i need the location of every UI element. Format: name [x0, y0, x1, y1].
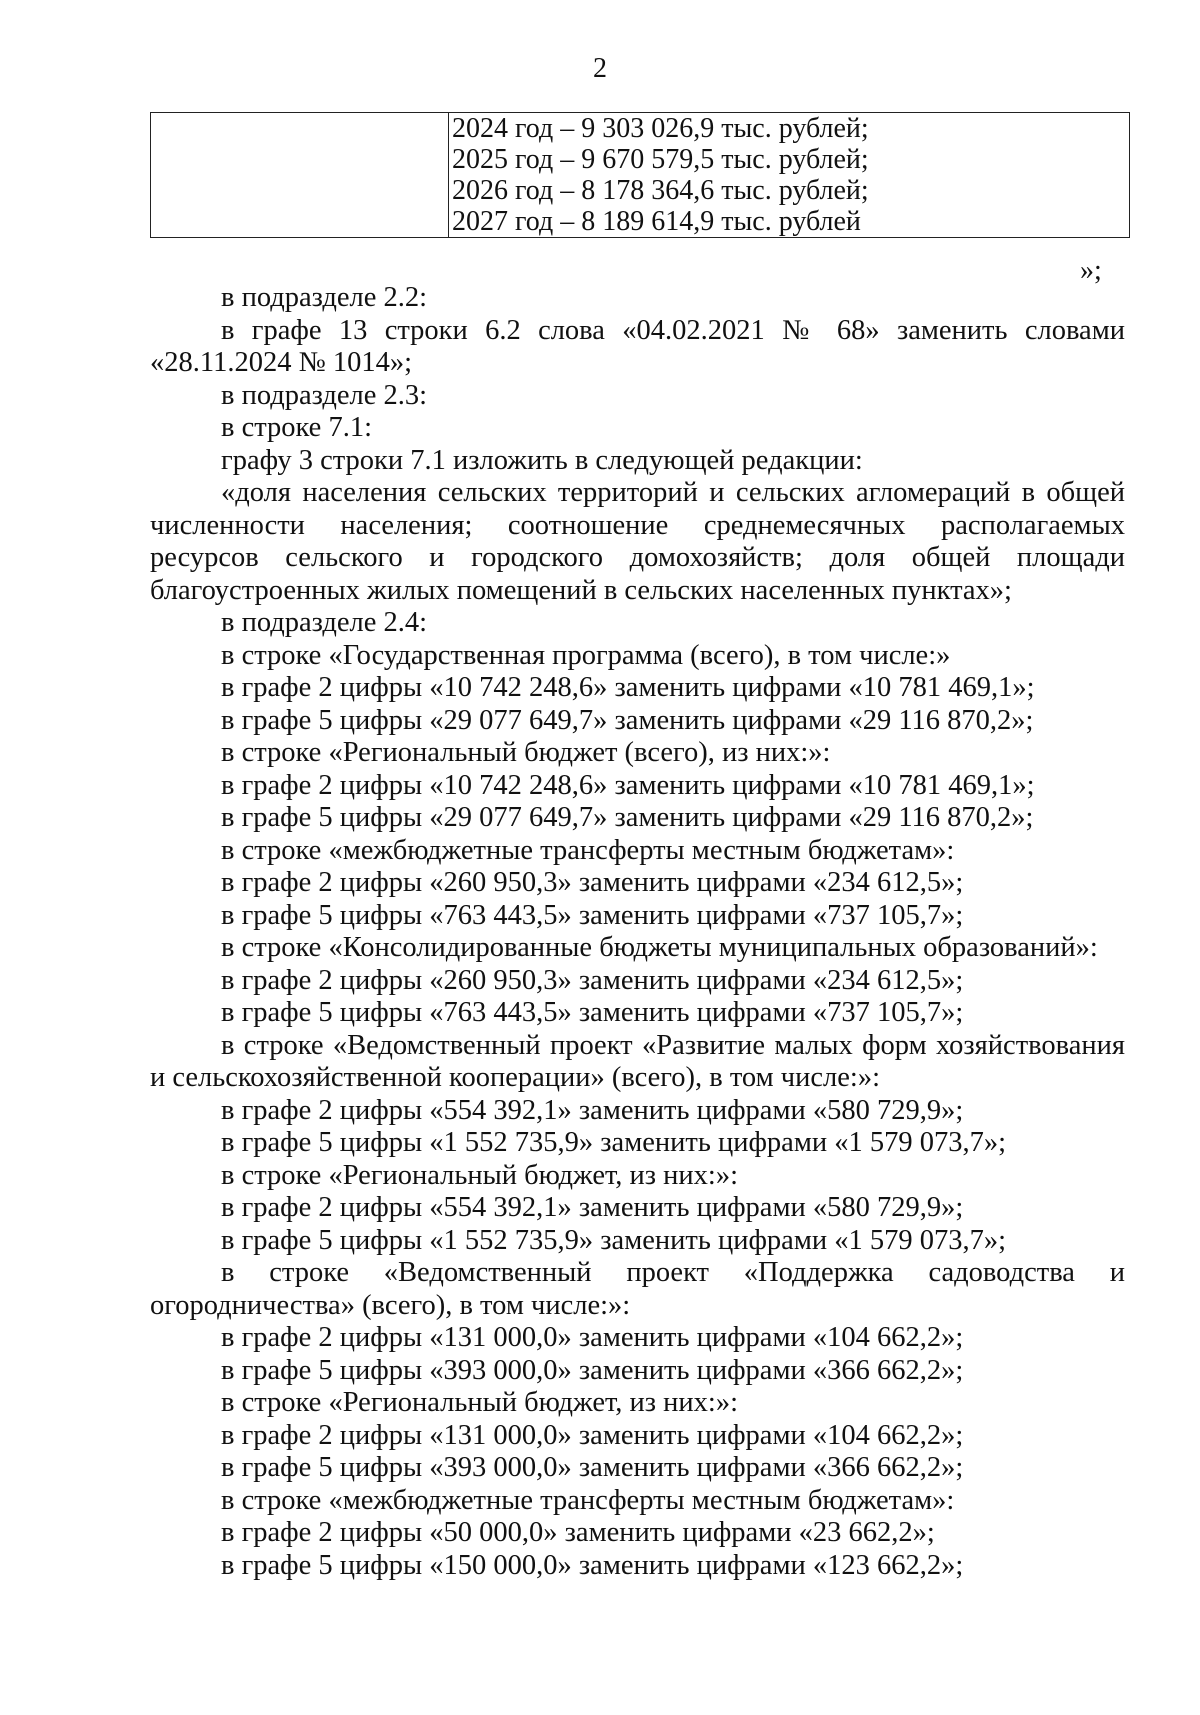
paragraph: в подразделе 2.2:: [221, 282, 428, 313]
year-line-2024: 2024 год – 9 303 026,9 тыс. рублей;: [452, 113, 869, 144]
paragraph: в графе 5 цифры «150 000,0» заменить цифрами «123 662,2»;: [221, 1549, 964, 1581]
funding-table: [150, 112, 1130, 238]
paragraph: в графе 2 цифры «260 950,3» заменить цифрами «234 612,5»;: [221, 964, 964, 996]
paragraph: в подразделе 2.3:: [221, 379, 428, 411]
paragraph: в графе 5 цифры «393 000,0» заменить цифрами «366 662,2»;: [221, 1452, 964, 1483]
table-row: [151, 113, 1130, 238]
closing-quote: »;: [1080, 255, 1102, 286]
paragraph: в графе 2 цифры «554 392,1» заменить цифрами «580 729,9»;: [221, 1192, 964, 1223]
paragraph: в строке «Региональный бюджет, из них:»:: [221, 1159, 739, 1191]
paragraph: в графе 2 цифры «10 742 248,6» заменить цифрами «10 781 469,1»;: [221, 769, 1035, 801]
paragraph: в строке «Ведомственный проект «Развитие малых форм хозяйствования и сельскохозяйственной кооперации» (всего), в том числе:»:: [150, 1029, 1125, 1093]
paragraph: в графе 13 строки 6.2 слова «04.02.2021 № 68» заменить словами «28.11.2024 № 1014»;: [150, 314, 1125, 378]
paragraph: в графе 2 цифры «10 742 248,6» заменить цифрами «10 781 469,1»;: [221, 672, 1035, 703]
paragraph: в графе 5 цифры «393 000,0» заменить цифрами «366 662,2»;: [221, 1354, 964, 1386]
paragraph: в графе 2 цифры «131 000,0» заменить цифрами «104 662,2»;: [221, 1419, 964, 1451]
paragraph: в строке «Государственная программа (всего), в том числе:»: [221, 639, 951, 671]
table-empty-cell: [151, 113, 449, 238]
paragraph: в графе 2 цифры «554 392,1» заменить цифрами «580 729,9»;: [221, 1094, 964, 1126]
paragraph: в графе 5 цифры «1 552 735,9» заменить цифрами «1 579 073,7»;: [221, 1224, 1007, 1256]
paragraph: в строке «Региональный бюджет (всего), из них:»:: [221, 737, 831, 768]
paragraph: в графе 5 цифры «1 552 735,9» заменить цифрами «1 579 073,7»;: [221, 1127, 1007, 1158]
paragraph: в подразделе 2.4:: [221, 607, 428, 638]
paragraph: в графе 5 цифры «763 443,5» заменить цифрами «737 105,7»;: [221, 997, 964, 1028]
year-line-2026: 2026 год – 8 178 364,6 тыс. рублей;: [452, 175, 869, 206]
paragraph: в строке «Ведомственный проект «Поддержка садоводства и огородничества» (всего), в том числе:»:: [150, 1257, 1125, 1321]
paragraph: в графе 2 цифры «131 000,0» заменить цифрами «104 662,2»;: [221, 1322, 964, 1353]
table-years-cell: [449, 113, 1130, 238]
paragraph: графу 3 строки 7.1 изложить в следующей редакции:: [221, 444, 863, 476]
paragraph: в графе 2 цифры «50 000,0» заменить цифрами «23 662,2»;: [221, 1517, 935, 1548]
paragraph: в строке 7.1:: [221, 412, 372, 443]
paragraph: в графе 5 цифры «29 077 649,7» заменить цифрами «29 116 870,2»;: [221, 704, 1034, 736]
paragraph: в строке «межбюджетные трансферты местным бюджетам»:: [221, 1484, 955, 1516]
paragraph: «доля населения сельских территорий и сельских агломераций в общей численности населения; соотношение среднемесячных располагаемых ресурсов сельского и городского домохозяйств; доля общей площади благоустроенных жилых помещений в сельских населенных пунктах»;: [150, 477, 1125, 606]
paragraph: в строке «межбюджетные трансферты местным бюджетам»:: [221, 834, 955, 866]
paragraph: в графе 5 цифры «29 077 649,7» заменить цифрами «29 116 870,2»;: [221, 802, 1034, 833]
paragraph: в графе 2 цифры «260 950,3» заменить цифрами «234 612,5»;: [221, 867, 964, 898]
paragraph: в строке «Консолидированные бюджеты муниципальных образований»:: [221, 932, 1098, 963]
paragraph: в графе 5 цифры «763 443,5» заменить цифрами «737 105,7»;: [221, 899, 964, 931]
paragraph: в строке «Региональный бюджет, из них:»:: [221, 1387, 739, 1418]
document-body: [150, 282, 1125, 1582]
year-line-2025: 2025 год – 9 670 579,5 тыс. рублей;: [452, 144, 869, 175]
year-line-2027: 2027 год – 8 189 614,9 тыс. рублей: [452, 206, 861, 237]
page-number: 2: [593, 53, 607, 84]
